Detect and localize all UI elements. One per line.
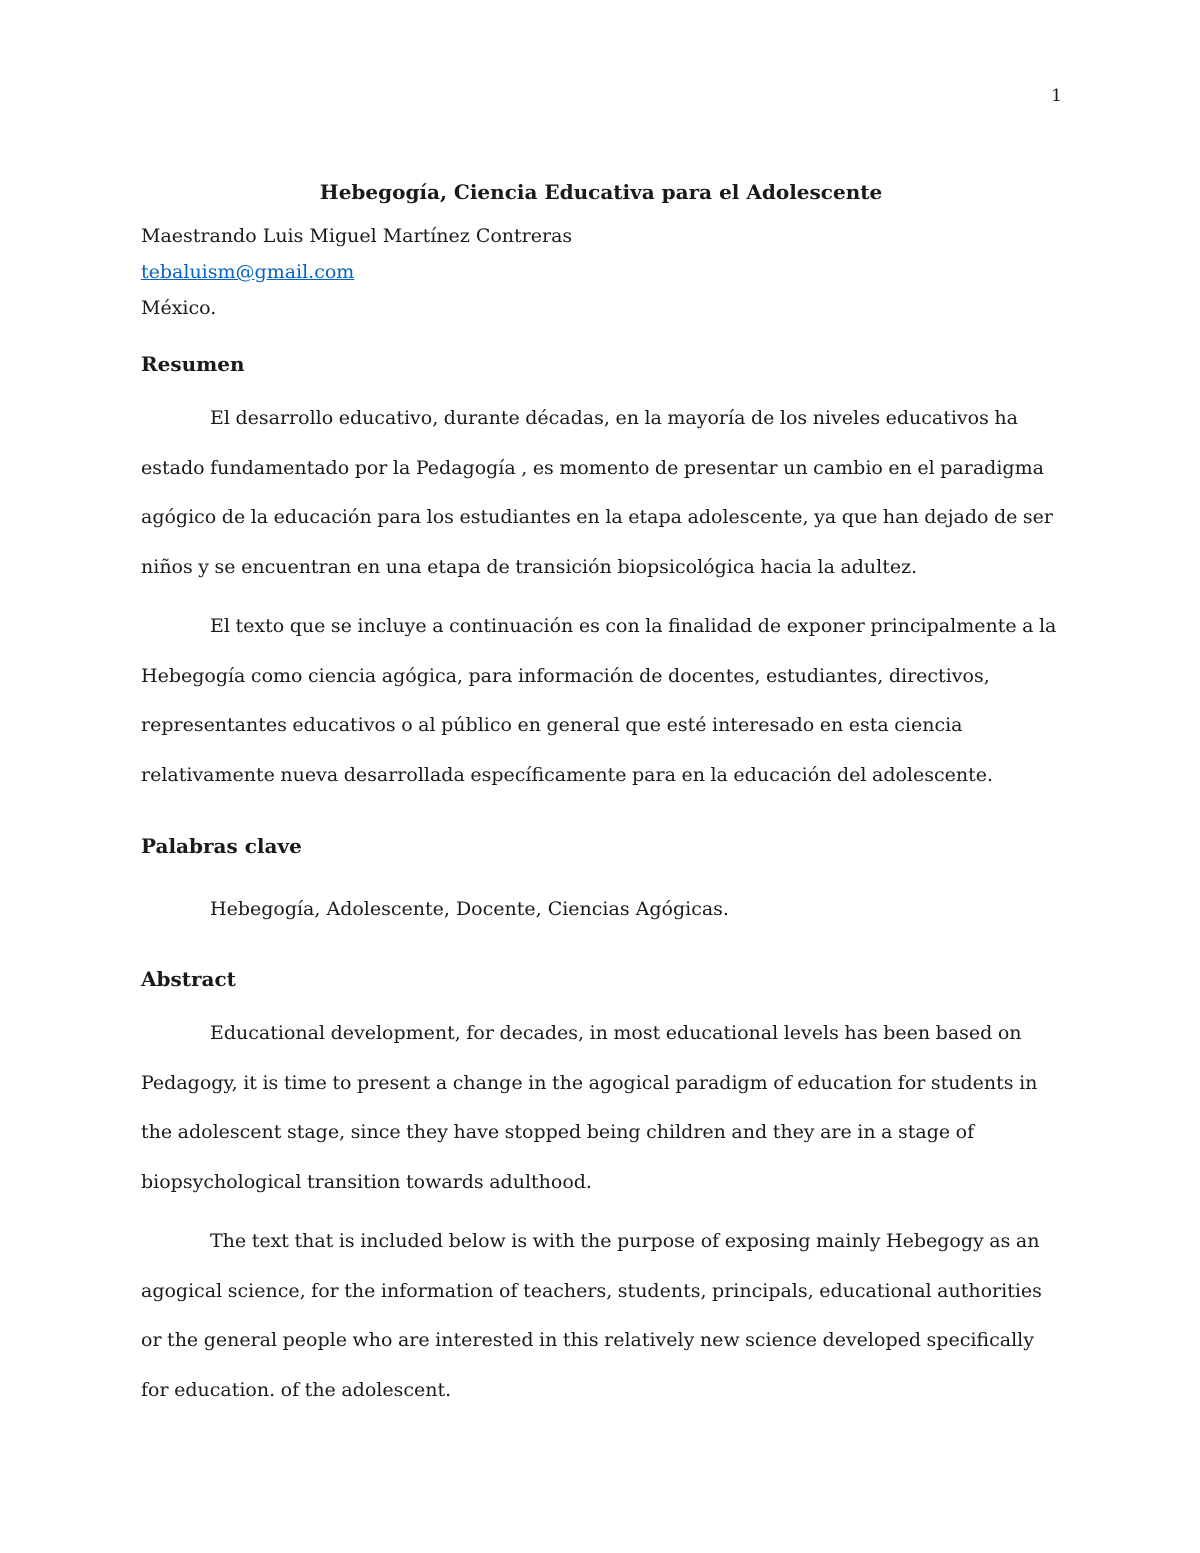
author-email-link[interactable]: tebaluism@gmail.com: [141, 261, 355, 283]
paper-body: [141, 174, 1061, 1415]
palabras-clave-text: Hebegogía, Adolescente, Docente, Ciencias Agógicas.: [210, 898, 729, 920]
resumen-paragraph-2: El texto que se incluye a continuación es con la finalidad de exponer principalmente a la Hebegogía como ciencia agógica, para información de docentes, estudiantes, directivos, representantes educativos o al público en general que esté interesado en esta ciencia relativamente nueva desarrollada específicamente para en la educación del adolescente.: [141, 615, 1057, 786]
paper-title: Hebegogía, Ciencia Educativa para el Adolescente: [319, 180, 883, 204]
resumen-heading: Resumen: [141, 352, 245, 376]
abstract-heading: Abstract: [141, 967, 236, 991]
resumen-paragraph-1: El desarrollo educativo, durante décadas, en la mayoría de los niveles educativos ha estado fundamentado por la Pedagogía , es momento de presentar un cambio en el paradigma agógico de la educación para los estudiantes en la etapa adolescente, ya que han dejado de ser niños y se encuentran en una etapa de transición biopsicológica hacia la adultez.: [141, 407, 1054, 578]
page-number: 1: [1051, 86, 1062, 106]
abstract-paragraph-2: The text that is included below is with the purpose of exposing mainly Hebegogy as an agogical science, for the information of teachers, students, principals, educational authorities or the general people who are interested in this relatively new science developed specifically for education. of the adolescent.: [141, 1230, 1042, 1401]
palabras-clave-heading: Palabras clave: [141, 834, 302, 858]
abstract-paragraph-1: Educational development, for decades, in most educational levels has been based on Pedagogy, it is time to present a change in the agogical paradigm of education for students in the adolescent stage, since they have stopped being children and they are in a stage of biopsychological transition towards adulthood.: [141, 1022, 1038, 1193]
author-name: Maestrando Luis Miguel Martínez Contreras: [141, 225, 573, 247]
author-country: México.: [141, 297, 217, 319]
